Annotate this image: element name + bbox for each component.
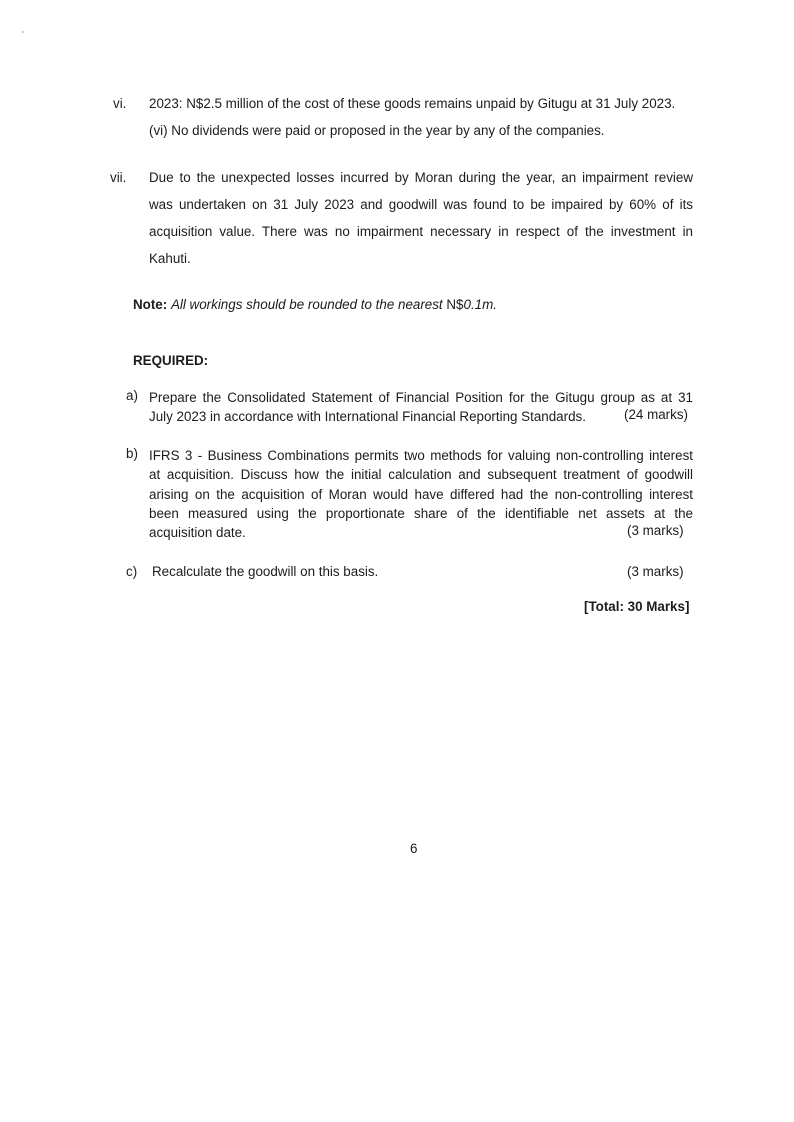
question-a-line-2: July 2023 in accordance with International Financial Reporting Standards.: [149, 409, 586, 425]
question-c-letter: c): [126, 564, 138, 579]
question-c-marks: (3 marks): [627, 564, 684, 579]
question-a: [149, 388, 693, 427]
question-a-letter: a): [126, 388, 138, 403]
scan-speck: [22, 31, 24, 33]
item-vii-numeral: vii.: [110, 170, 127, 185]
question-b-line-1: IFRS 3 - Business Combinations permits two methods for valuing non-controlling interest: [149, 448, 693, 463]
item-vii-line-4: Kahuti.: [149, 251, 191, 266]
question-c-line-1: Recalculate the goodwill on this basis.: [152, 564, 379, 579]
item-vii-line-1: Due to the unexpected losses incurred by Moran during the year, an impairment review: [149, 170, 693, 185]
item-vi-line-1: 2023: N$2.5 million of the cost of these goods remains unpaid by Gitugu at 31 July 2023.: [149, 96, 676, 111]
page-number: 6: [410, 841, 418, 856]
question-b-letter: b): [126, 446, 138, 461]
question-a-marks: (24 marks): [624, 407, 688, 422]
question-b-marks: (3 marks): [627, 523, 684, 538]
note-label: Note:: [133, 297, 168, 312]
item-vi-line-2: (vi) No dividends were paid or proposed in the year by any of the companies.: [149, 123, 605, 138]
note-currency: N$: [446, 297, 464, 312]
item-vii-line-2: was undertaken on 31 July 2023 and goodwill was found to be impaired by 60% of its: [149, 197, 693, 212]
note-amount: 0.1m.: [463, 297, 498, 312]
question-a-line-1: Prepare the Consolidated Statement of Financial Position for the Gitugu group as at 31: [149, 390, 693, 405]
rounding-note: [133, 297, 497, 312]
question-b-line-2: at acquisition. Discuss how the initial calculation and subsequent treatment of goodwill: [149, 467, 693, 483]
total-marks: [Total: 30 Marks]: [584, 599, 690, 614]
question-b: [149, 446, 693, 542]
item-vii-line-3: acquisition value. There was no impairment necessary in respect of the investment in: [149, 224, 693, 239]
required-heading: REQUIRED:: [133, 353, 209, 368]
item-vi-numeral: vi.: [113, 96, 127, 111]
question-b-line-5: acquisition date.: [149, 525, 246, 541]
question-b-line-3: arising on the acquisition of Moran would have differed had the non-controlling interest: [149, 486, 693, 502]
note-text: All workings should be rounded to the nearest: [170, 297, 447, 312]
question-b-line-4: been measured using the proportionate share of the identifiable net assets at the: [149, 505, 693, 521]
